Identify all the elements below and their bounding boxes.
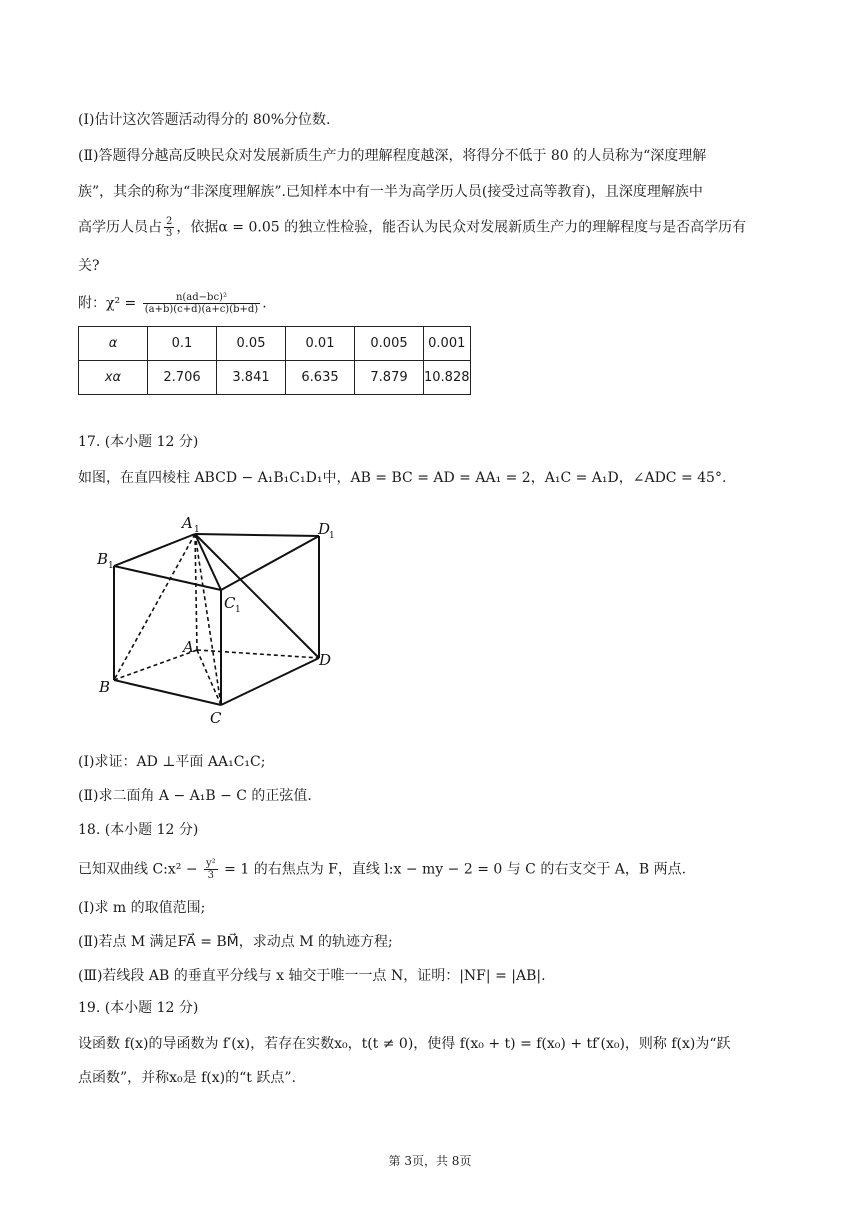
label-C: C bbox=[210, 709, 222, 727]
q19-stem-line1: 设函数 f(x)的导函数为 f′(x)，若存在实数x₀，t(t ≠ 0)，使得 f(x₀ + t) = f(x₀) + tf′(x₀)，则称 f(x)为“跃 bbox=[78, 1036, 731, 1052]
fraction-y2-over-3: $\frac{\text{y²}}{3}$ bbox=[206, 858, 216, 881]
label-D1-sub: 1 bbox=[329, 531, 335, 541]
table-cell: 3.841 bbox=[217, 361, 286, 395]
label-B1: B bbox=[97, 550, 109, 568]
q18-part1: (Ⅰ)求 m 的取值范围; bbox=[78, 900, 206, 916]
label-A1: A bbox=[182, 514, 193, 532]
table-cell: 0.1 bbox=[148, 327, 217, 361]
table-cell: 7.879 bbox=[355, 361, 424, 395]
label-A1-sub: 1 bbox=[194, 525, 200, 535]
q16-part2-line1: (Ⅱ)答题得分越高反映民众对发展新质生产力的理解程度越深，将得分不低于 80 的人员称为“深度理解 bbox=[78, 148, 707, 164]
table-row bbox=[79, 327, 471, 361]
table-cell: 2.706 bbox=[148, 361, 217, 395]
q16-part2-line2: 族”，其余的称为“非深度理解族”.已知样本中有一半为高学历人员(接受过高等教育)，且深度理解族中 bbox=[78, 184, 703, 200]
table-row-label: α bbox=[79, 327, 148, 361]
label-A: A bbox=[183, 638, 194, 656]
table-cell: 0.005 bbox=[355, 327, 424, 361]
table-cell: 0.01 bbox=[286, 327, 355, 361]
table-cell: 0.001 bbox=[424, 327, 471, 361]
label-C1-sub: 1 bbox=[235, 605, 241, 615]
q18-part2: (Ⅱ)若点 M 满足FA⃗ = BM⃗，求动点 M 的轨迹方程; bbox=[78, 934, 393, 950]
chi-square-fraction: $\frac{\text{n(ad−bc)²}}{(a+b)(c+d)(a+c)(b+d)}$ bbox=[144, 292, 259, 315]
table-cell: 10.828 bbox=[424, 361, 471, 395]
q16-part2-line3 bbox=[78, 216, 746, 239]
page-footer: 第 3页，共 8页 bbox=[388, 1154, 472, 1168]
q17-title: 17. (本小题 12 分) bbox=[78, 434, 199, 450]
q16-part2-line4: 关? bbox=[78, 258, 100, 274]
critical-value-table bbox=[78, 326, 471, 395]
q19-title: 19. (本小题 12 分) bbox=[78, 1000, 199, 1016]
q16-formula: 附：χ² = $\frac{\text{n(ad−bc)²}}{(a+b)(c+d)(a+c)(b+d)}$ . bbox=[78, 292, 267, 315]
q17-part2: (Ⅱ)求二面角 A − A₁B − C 的正弦值. bbox=[78, 788, 312, 804]
q18-stem: 已知双曲线 C:x² − $\frac{\text{y²}}{3}$ = 1 的右焦点为 F，直线 l:x − my − 2 = 0 与 C 的右支交于 A，B 两点. bbox=[78, 858, 687, 881]
label-D1: D bbox=[318, 520, 331, 538]
q18-title: 18. (本小题 12 分) bbox=[78, 822, 199, 838]
table-row bbox=[79, 361, 471, 395]
q16-part2-line3-post: ，依据α = 0.05 的独立性检验，能否认为民众对发展新质生产力的理解程度与是否高学历有 bbox=[176, 219, 747, 236]
q19-stem-line2: 点函数”，并称x₀是 f(x)的“t 跃点”. bbox=[78, 1070, 296, 1086]
table-cell: 0.05 bbox=[217, 327, 286, 361]
q17-stem: 如图，在直四棱柱 ABCD − A₁B₁C₁D₁中，AB = BC = AD = AA₁ = 2，A₁C = A₁D，∠ADC = 45°. bbox=[78, 470, 727, 486]
label-D: D bbox=[319, 651, 332, 669]
fraction-two-thirds: $\frac{2}{3}$ bbox=[166, 216, 173, 239]
q18-part3: (Ⅲ)若线段 AB 的垂直平分线与 x 轴交于唯一一点 N，证明：|NF| = |AB|. bbox=[78, 968, 546, 984]
q16-part2-line3-pre: 高学历人员占 bbox=[78, 219, 162, 236]
q17-part1: (Ⅰ)求证：AD ⊥平面 AA₁C₁C; bbox=[78, 754, 266, 770]
table-row-label: xα bbox=[79, 361, 148, 395]
label-C1: C bbox=[224, 594, 236, 612]
label-B1-sub: 1 bbox=[108, 561, 114, 571]
label-B: B bbox=[99, 678, 111, 696]
prism-figure bbox=[78, 508, 358, 730]
table-cell: 6.635 bbox=[286, 361, 355, 395]
q16-part1: (Ⅰ)估计这次答题活动得分的 80%分位数. bbox=[78, 112, 331, 128]
